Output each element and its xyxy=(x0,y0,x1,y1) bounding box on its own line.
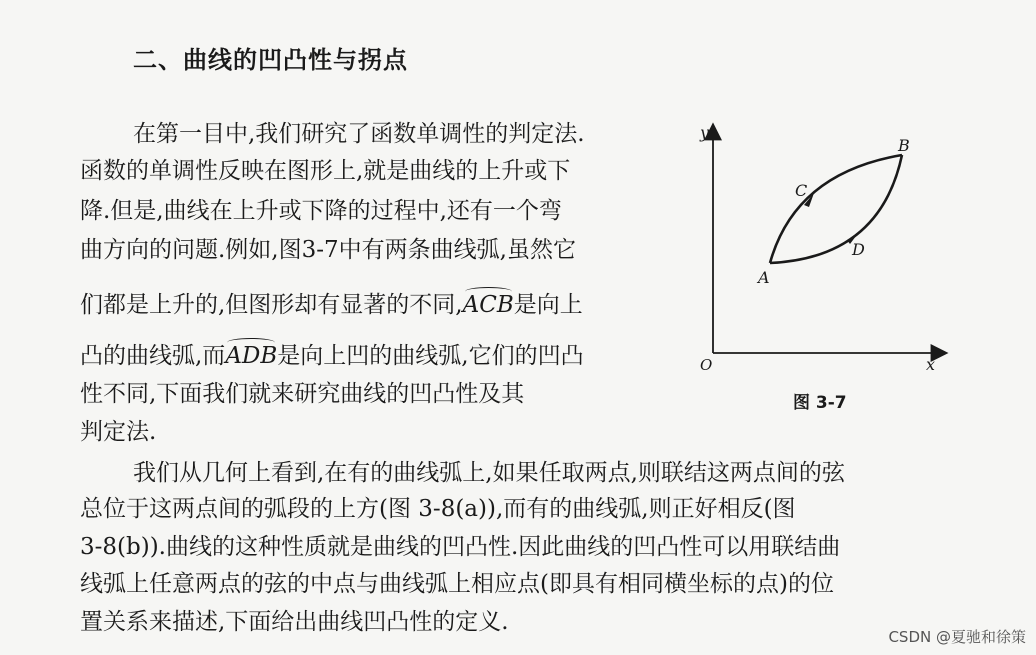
line-5-text-before: 们都是上升的,但图形却有显著的不同, xyxy=(80,292,463,318)
paragraph-1-line-1: 在第一目中,我们研究了函数单调性的判定法. xyxy=(133,121,585,147)
line-5-text-after: 是向上 xyxy=(513,292,583,318)
paragraph-1-line-3: 降.但是,曲线在上升或下降的过程中,还有一个弯 xyxy=(80,198,562,224)
paragraph-1-line-8: 判定法. xyxy=(80,419,157,445)
point-a-label: A xyxy=(758,268,770,287)
paragraph-1-line-6 xyxy=(80,336,584,370)
paragraph-2-line-3: 3-8(b)).曲线的这种性质就是曲线的凹凸性.因此曲线的凹凸性可以用联结曲 xyxy=(80,534,841,560)
line-6-text-after: 是向上凹的曲线弧,它们的凹凸 xyxy=(277,343,584,369)
paragraph-1-line-7: 性不同,下面我们就来研究曲线的凹凸性及其 xyxy=(80,381,525,407)
watermark: CSDN @夏驰和徐策 xyxy=(888,628,1026,646)
paragraph-1-line-5 xyxy=(80,285,583,319)
paragraph-2-line-2: 总位于这两点间的弧段的上方(图 3-8(a)),而有的曲线弧,则正好相反(图 xyxy=(80,496,796,522)
axis-y-label: y xyxy=(700,123,710,142)
figure-3-7 xyxy=(690,118,960,383)
paragraph-1-line-2: 函数的单调性反映在图形上,就是曲线的上升或下 xyxy=(80,158,571,184)
section-heading: 二、曲线的凹凸性与拐点 xyxy=(133,46,408,74)
paragraph-2-line-5: 置关系来描述,下面给出曲线凹凸性的定义. xyxy=(80,609,509,635)
paragraph-2-line-1: 我们从几何上看到,在有的曲线弧上,如果任取两点,则联结这两点间的弦 xyxy=(133,460,845,486)
axis-x-label: x xyxy=(926,355,936,374)
paragraph-1-line-4: 曲方向的问题.例如,图3-7中有两条曲线弧,虽然它 xyxy=(80,237,576,263)
paragraph-2-line-4: 线弧上任意两点的弦的中点与曲线弧上相应点(即具有相同横坐标的点)的位 xyxy=(80,571,834,597)
line-6-text-before: 凸的曲线弧,而 xyxy=(80,343,226,369)
origin-label: O xyxy=(700,356,713,374)
point-d-label: D xyxy=(852,240,865,259)
point-b-label: B xyxy=(898,136,910,155)
arc-adb xyxy=(770,155,902,263)
point-c-label: C xyxy=(795,181,808,200)
figure-caption: 图 3-7 xyxy=(793,393,847,413)
arc-adb-label: ADB xyxy=(225,336,277,370)
arc-acb-label: ACB xyxy=(463,285,514,319)
